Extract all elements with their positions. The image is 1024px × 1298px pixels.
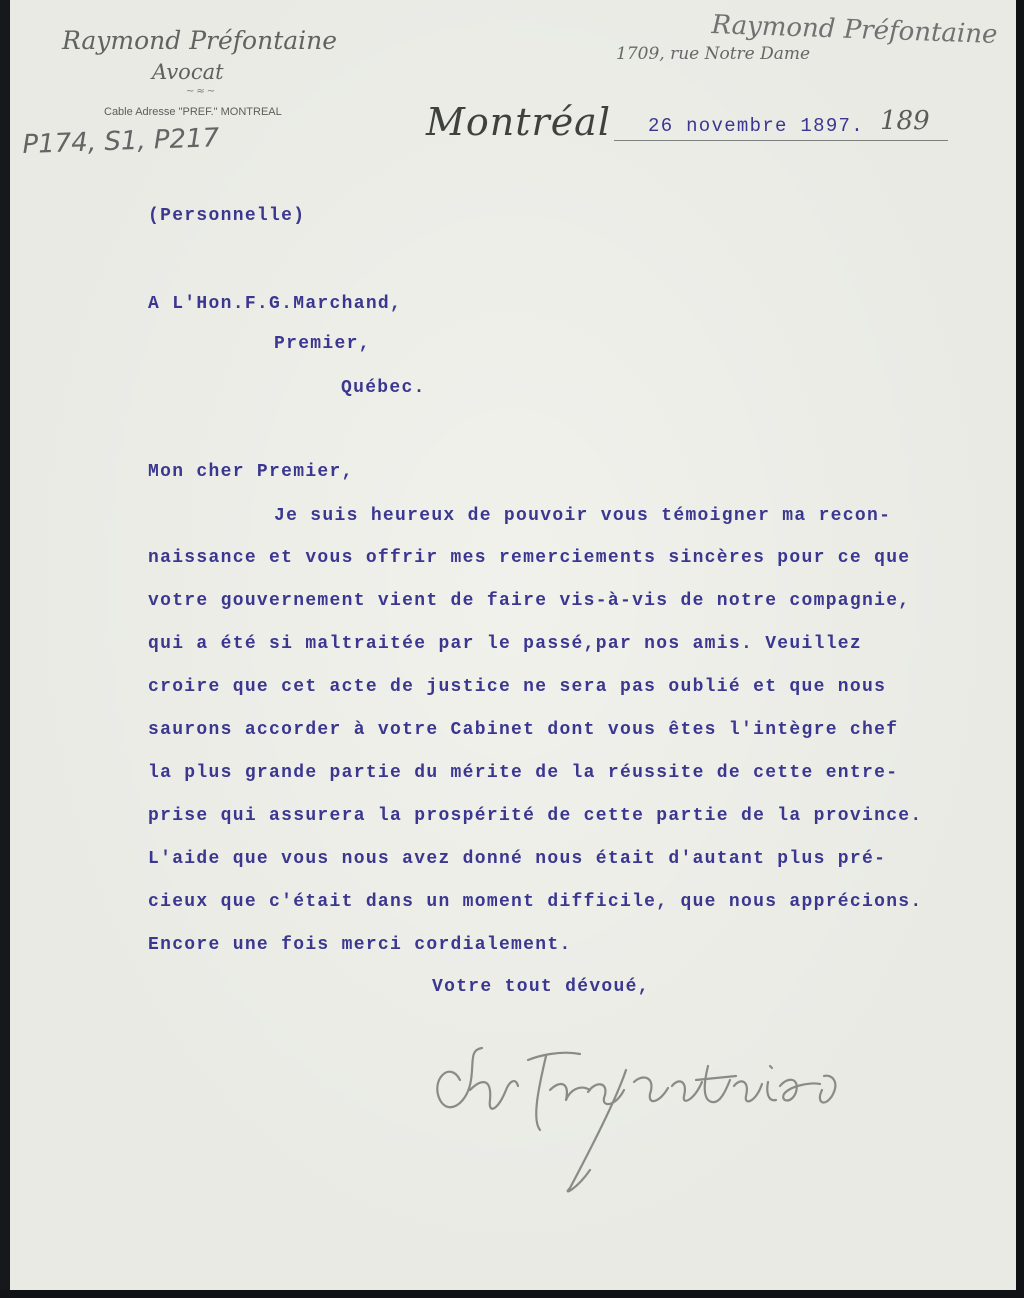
body-line-10: cieux que c'était dans un moment difficile, que nous apprécions. (148, 892, 923, 912)
letterhead-ornament: ~≈~ (186, 86, 218, 97)
body-line-6: saurons accorder à votre Cabinet dont vous êtes l'intègre chef (148, 720, 899, 740)
letter-date: 26 novembre 1897. (648, 115, 864, 137)
body-line-3: votre gouvernement vient de faire vis-à-vis de notre compagnie, (148, 591, 911, 611)
recipient-line-2: Premier, (274, 334, 371, 354)
signature (420, 1020, 880, 1200)
scan-border-right (1016, 0, 1024, 1298)
body-line-4: qui a été si maltraitée par le passé,par nos amis. Veuillez (148, 634, 863, 654)
archival-reference: P174, S1, P217 (22, 123, 220, 160)
body-line-7: la plus grande partie du mérite de la réussite de cette entre- (148, 763, 899, 783)
letterhead-profession: Avocat (152, 60, 224, 84)
letterhead-year-prefix: 189 (880, 106, 930, 136)
scan-border-bottom (0, 1290, 1024, 1298)
scan-border-left (0, 0, 10, 1298)
body-line-1: Je suis heureux de pouvoir vous témoigner ma recon- (274, 506, 892, 526)
letter-marking: (Personnelle) (148, 206, 306, 226)
body-line-2: naissance et vous offrir mes remerciements sincères pour ce que (148, 548, 911, 568)
letterhead-cable-address: Cable Adresse "PREF." MONTREAL (104, 106, 282, 118)
letterhead-name: Raymond Préfontaine (62, 26, 338, 55)
body-line-11: Encore une fois merci cordialement. (148, 935, 572, 955)
body-line-8: prise qui assurera la prospérité de cette partie de la province. (148, 806, 923, 826)
salutation: Mon cher Premier, (148, 462, 354, 482)
recipient-line-3: Québec. (341, 378, 426, 398)
body-line-9: L'aide que vous nous avez donné nous était d'autant plus pré- (148, 849, 887, 869)
letterhead-street-address: 1709, rue Notre Dame (616, 44, 811, 64)
body-line-5: croire que cet acte de justice ne sera pas oublié et que nous (148, 677, 887, 697)
date-rule (614, 140, 948, 141)
recipient-line-1: A L'Hon.F.G.Marchand, (148, 294, 403, 314)
letterhead-city: Montréal (426, 100, 611, 144)
closing: Votre tout dévoué, (432, 977, 650, 997)
archival-author-note: Raymond Préfontaine (710, 10, 998, 50)
